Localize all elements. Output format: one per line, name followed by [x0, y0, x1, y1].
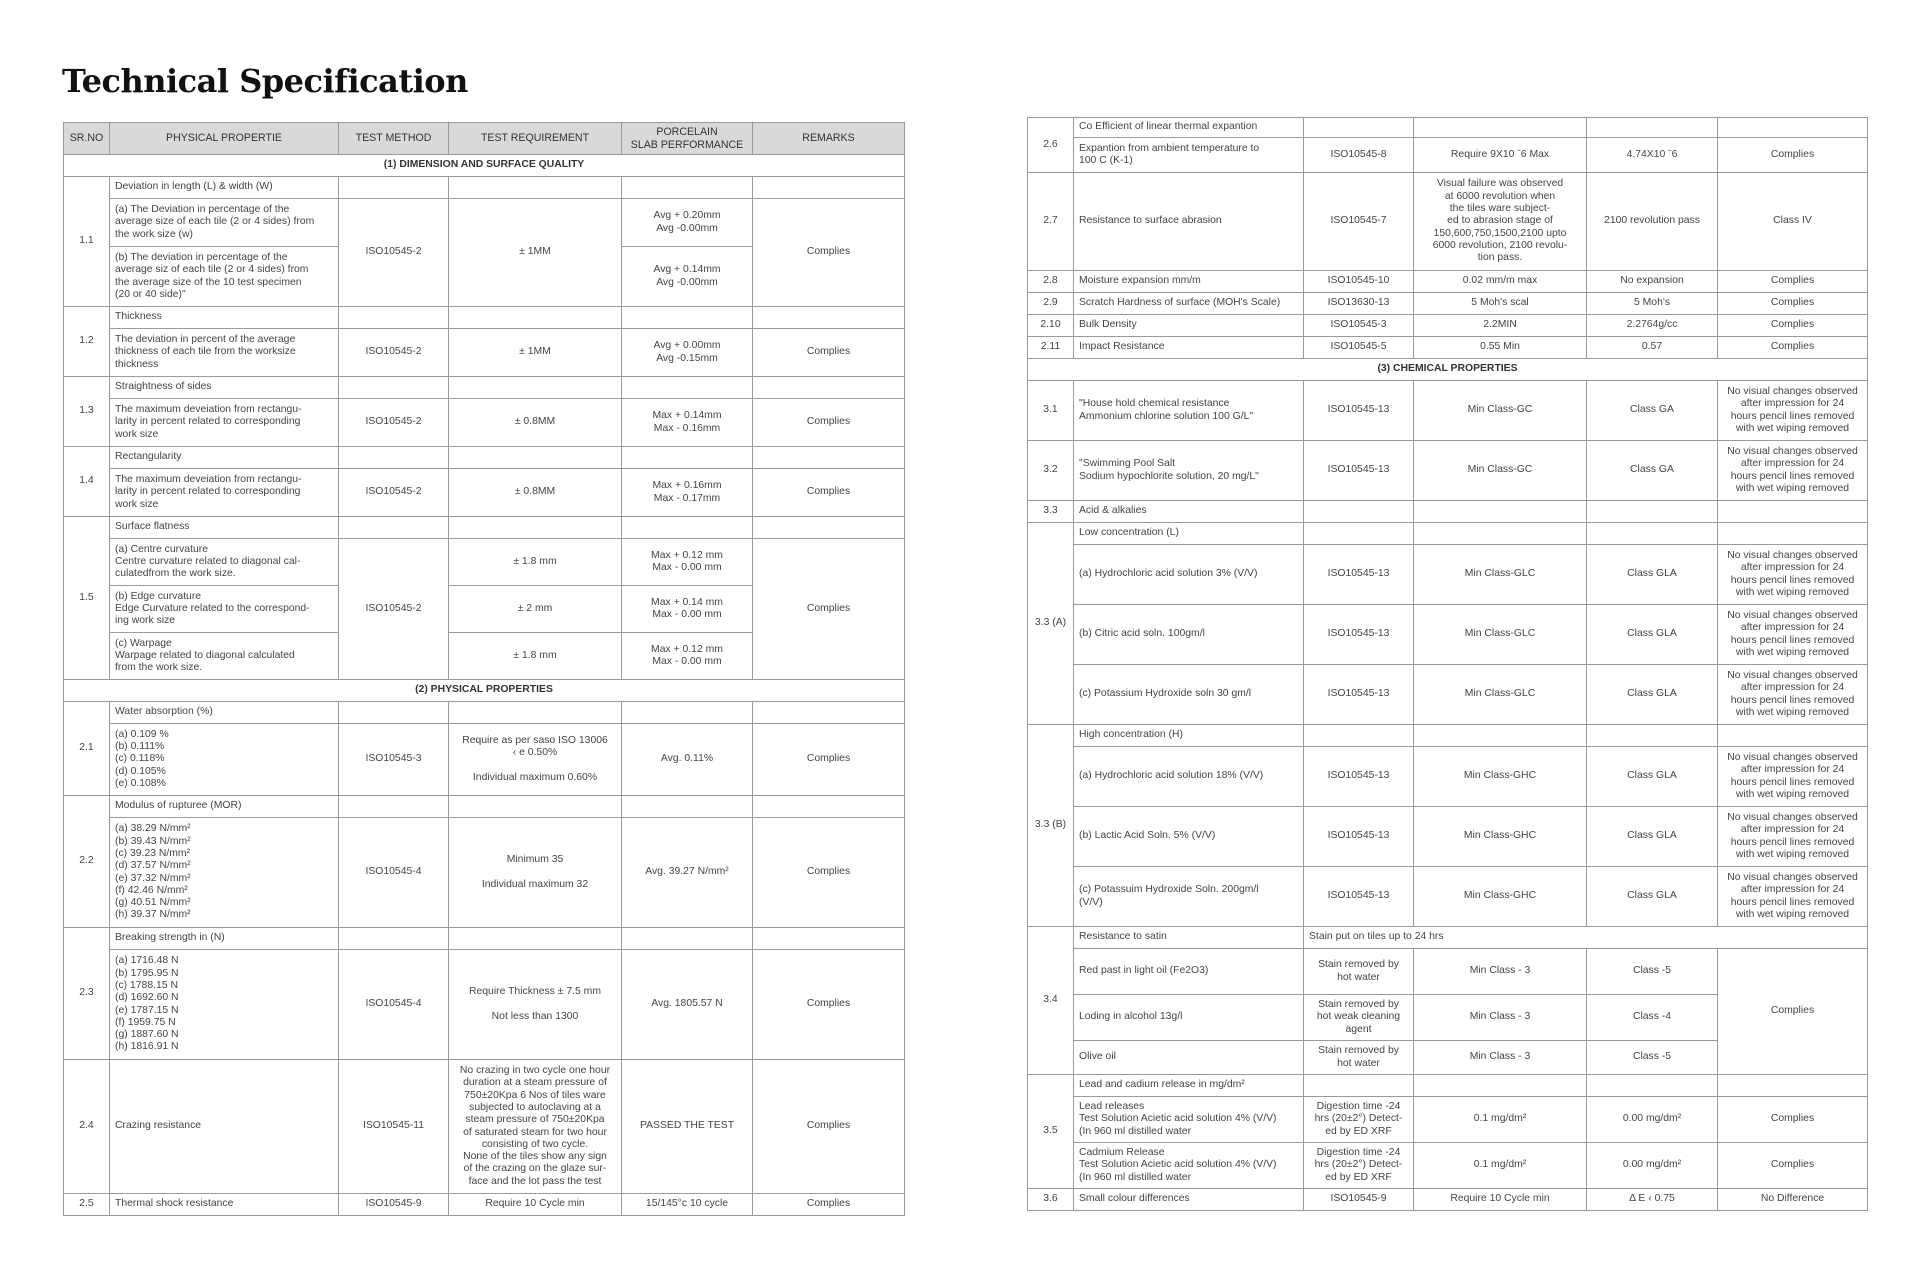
property-note: Stain put on tiles up to 24 hrs	[1304, 927, 1868, 949]
performance-value: Δ E ‹ 0.75	[1587, 1189, 1718, 1211]
header-srno: SR.NO	[64, 123, 110, 155]
property-heading: Straightness of sides	[110, 377, 339, 399]
remarks-value: No visual changes observed after impression for 24 hours pencil lines removed with wet wiping removed	[1718, 605, 1868, 665]
table-row	[64, 307, 905, 329]
test-requirement: Require as per saso ISO 13006 ‹ e 0.50% Individual maximum 0.60%	[449, 724, 622, 796]
row-number: 2.6	[1028, 118, 1074, 173]
test-requirement: Require Thickness ± 7.5 mm Not less than 1300	[449, 950, 622, 1060]
performance-value: Class GA	[1587, 381, 1718, 441]
performance-value: 2.2764g/cc	[1587, 315, 1718, 337]
test-method: Digestion time -24 hrs (20±2°) Detect- ed by ED XRF	[1304, 1097, 1414, 1143]
performance-value: Avg. 39.27 N/mm²	[622, 818, 753, 928]
section-title: (1) DIMENSION AND SURFACE QUALITY	[64, 155, 905, 177]
remarks-value: No visual changes observed after impression for 24 hours pencil lines removed with wet wiping removed	[1718, 665, 1868, 725]
performance-value: 5 Moh's	[1587, 293, 1718, 315]
property-text: The deviation in percent of the average thickness of each tile from the worksize thickness	[110, 329, 339, 377]
test-method: ISO10545-2	[339, 199, 449, 307]
test-method: ISO10545-13	[1304, 441, 1414, 501]
remarks-value: Complies	[1718, 271, 1868, 293]
property-text: (c) Potassuim Hydroxide Soln. 200gm/l (V/V)	[1074, 867, 1304, 927]
test-requirement: Min Class-GC	[1414, 381, 1587, 441]
row-number: 3.3	[1028, 501, 1074, 523]
property-text: Red past in light oil (Fe2O3)	[1074, 949, 1304, 995]
table-row	[64, 517, 905, 539]
remarks-value: No visual changes observed after impression for 24 hours pencil lines removed with wet wiping removed	[1718, 747, 1868, 807]
test-requirement: 0.1 mg/dm²	[1414, 1097, 1587, 1143]
test-requirement: Require 10 Cycle min	[449, 1194, 622, 1216]
test-method: Stain removed by hot water	[1304, 949, 1414, 995]
remarks-value: No Difference	[1718, 1189, 1868, 1211]
table-row	[1028, 1189, 1868, 1211]
test-method: ISO10545-8	[1304, 138, 1414, 173]
performance-value: PASSED THE TEST	[622, 1060, 753, 1194]
performance-value: Class GLA	[1587, 747, 1718, 807]
table-header-row	[64, 123, 905, 155]
test-requirement: ± 1.8 mm	[449, 633, 622, 680]
performance-value: Max + 0.12 mm Max - 0.00 mm	[622, 539, 753, 586]
remarks-value: Complies	[753, 724, 905, 796]
property-text: "Swimming Pool Salt Sodium hypochlorite solution, 20 mg/L"	[1074, 441, 1304, 501]
test-method: ISO10545-13	[1304, 545, 1414, 605]
property-text: Moisture expansion mm/m	[1074, 271, 1304, 293]
table-row	[1028, 501, 1868, 523]
property-text: (a) Hydrochloric acid solution 18% (V/V)	[1074, 747, 1304, 807]
test-requirement: ± 2 mm	[449, 586, 622, 633]
test-method: ISO10545-7	[1304, 173, 1414, 271]
table-row	[1028, 725, 1868, 747]
performance-value: 0.57	[1587, 337, 1718, 359]
test-method: ISO10545-4	[339, 950, 449, 1060]
test-method: ISO10545-3	[339, 724, 449, 796]
property-heading: Lead and cadium release in mg/dm²	[1074, 1075, 1304, 1097]
table-row	[1028, 315, 1868, 337]
row-number: 3.3 (B)	[1028, 725, 1074, 927]
property-text: Cadmium Release Test Solution Acietic acid solution 4% (V/V) (In 960 ml distilled water	[1074, 1143, 1304, 1189]
test-method: Stain removed by hot weak cleaning agent	[1304, 995, 1414, 1041]
property-text: (b) Citric acid soln. 100gm/l	[1074, 605, 1304, 665]
property-text: Expantion from ambient temperature to 100 C (K-1)	[1074, 138, 1304, 173]
property-text: (b) The deviation in percentage of the average siz of each tile (2 or 4 sides) from the average size of the 10 test specimen (20 or 40 side)"	[110, 247, 339, 307]
table-row	[64, 796, 905, 818]
test-requirement: Require 9X10 ˉ6 Max	[1414, 138, 1587, 173]
test-requirement: 0.55 Min	[1414, 337, 1587, 359]
header-performance: PORCELAIN SLAB PERFORMANCE	[622, 123, 753, 155]
performance-value: 0.00 mg/dm²	[1587, 1143, 1718, 1189]
performance-value: Avg + 0.20mm Avg -0.00mm	[622, 199, 753, 247]
test-method: ISO10545-2	[339, 399, 449, 447]
performance-value: Avg + 0.00mm Avg -0.15mm	[622, 329, 753, 377]
property-text: "House hold chemical resistance Ammonium chlorine solution 100 G/L"	[1074, 381, 1304, 441]
remarks-value: No visual changes observed after impression for 24 hours pencil lines removed with wet wiping removed	[1718, 441, 1868, 501]
spec-table-right	[1027, 117, 1868, 1211]
table-row	[64, 1060, 905, 1194]
test-requirement: ± 1MM	[449, 199, 622, 307]
table-row	[1028, 293, 1868, 315]
row-number: 1.4	[64, 447, 110, 517]
table-row	[1028, 1075, 1868, 1097]
row-number: 3.6	[1028, 1189, 1074, 1211]
table-row	[1028, 1097, 1868, 1143]
section-title: (2) PHYSICAL PROPERTIES	[64, 680, 905, 702]
spec-table-left	[63, 122, 905, 1216]
table-row	[64, 702, 905, 724]
remarks-value: Complies	[753, 950, 905, 1060]
property-text: (a) The Deviation in percentage of the average size of each tile (2 or 4 sides) from the work size (w)	[110, 199, 339, 247]
table-row	[1028, 337, 1868, 359]
row-number: 3.1	[1028, 381, 1074, 441]
property-text: (a) 38.29 N/mm² (b) 39.43 N/mm² (c) 39.23 N/mm² (d) 37.57 N/mm² (e) 37.32 N/mm² (f) 42.46 N/mm² (g) 40.51 N/mm² (h) 39.37 N/mm²	[110, 818, 339, 928]
row-number: 3.5	[1028, 1075, 1074, 1189]
remarks-value: Complies	[753, 1060, 905, 1194]
row-number: 1.5	[64, 517, 110, 680]
property-heading: Low concentration (L)	[1074, 523, 1304, 545]
performance-value: Max + 0.16mm Max - 0.17mm	[622, 469, 753, 517]
test-requirement: Min Class-GC	[1414, 441, 1587, 501]
row-number: 3.2	[1028, 441, 1074, 501]
property-text: (a) Centre curvature Centre curvature related to diagonal cal- culatedfrom the work size.	[110, 539, 339, 586]
table-row	[64, 539, 905, 586]
table-row	[1028, 807, 1868, 867]
table-row	[1028, 927, 1868, 949]
row-number: 3.4	[1028, 927, 1074, 1075]
test-requirement: ± 0.8MM	[449, 399, 622, 447]
page-title: Technical Specification	[62, 62, 468, 100]
test-method: ISO10545-13	[1304, 747, 1414, 807]
table-row	[64, 447, 905, 469]
test-method: ISO10545-4	[339, 818, 449, 928]
section-title: (3) CHEMICAL PROPERTIES	[1028, 359, 1868, 381]
remarks-value: No visual changes observed after impression for 24 hours pencil lines removed with wet wiping removed	[1718, 545, 1868, 605]
remarks-value: Class IV	[1718, 173, 1868, 271]
test-method: ISO10545-13	[1304, 867, 1414, 927]
header-test-method: TEST METHOD	[339, 123, 449, 155]
header-test-requirement: TEST REQUIREMENT	[449, 123, 622, 155]
performance-value: Class -5	[1587, 1041, 1718, 1075]
property-text: Crazing resistance	[110, 1060, 339, 1194]
table-row	[64, 199, 905, 247]
table-row	[1028, 605, 1868, 665]
performance-value: Class GA	[1587, 441, 1718, 501]
performance-value: Class GLA	[1587, 807, 1718, 867]
property-text: Small colour differences	[1074, 1189, 1304, 1211]
table-row	[1028, 665, 1868, 725]
test-method: ISO10545-10	[1304, 271, 1414, 293]
test-method: ISO10545-13	[1304, 381, 1414, 441]
remarks-value: Complies	[1718, 337, 1868, 359]
remarks-value: Complies	[1718, 1097, 1868, 1143]
property-text: The maximum deveiation from rectangu- larity in percent related to corresponding work size	[110, 399, 339, 447]
test-requirement: ± 0.8MM	[449, 469, 622, 517]
remarks-value: No visual changes observed after impression for 24 hours pencil lines removed with wet wiping removed	[1718, 867, 1868, 927]
table-row	[1028, 1143, 1868, 1189]
remarks-value: Complies	[753, 1194, 905, 1216]
header-remarks: REMARKS	[753, 123, 905, 155]
section-row	[64, 680, 905, 702]
table-row	[1028, 867, 1868, 927]
test-method: ISO10545-5	[1304, 337, 1414, 359]
performance-value: Max + 0.14 mm Max - 0.00 mm	[622, 586, 753, 633]
test-requirement: Min Class - 3	[1414, 949, 1587, 995]
test-requirement: Min Class - 3	[1414, 995, 1587, 1041]
table-row	[64, 818, 905, 928]
test-method: ISO10545-3	[1304, 315, 1414, 337]
property-text: Impact Resistance	[1074, 337, 1304, 359]
property-heading: Modulus of ruptureе (MOR)	[110, 796, 339, 818]
table-row	[1028, 441, 1868, 501]
table-row	[64, 377, 905, 399]
remarks-value: Complies	[1718, 949, 1868, 1075]
table-row	[1028, 523, 1868, 545]
row-number: 1.3	[64, 377, 110, 447]
remarks-value: Complies	[753, 539, 905, 680]
remarks-value: Complies	[1718, 138, 1868, 173]
remarks-value: Complies	[1718, 293, 1868, 315]
table-row	[1028, 949, 1868, 995]
table-row	[64, 177, 905, 199]
row-number: 2.8	[1028, 271, 1074, 293]
header-property: PHYSICAL PROPERTIE	[110, 123, 339, 155]
property-text: (c) Warpage Warpage related to diagonal calculated from the work size.	[110, 633, 339, 680]
remarks-value: Complies	[1718, 315, 1868, 337]
test-requirement: Minimum 35 Individual maximum 32	[449, 818, 622, 928]
performance-value: Class -5	[1587, 949, 1718, 995]
property-text: Scratch Hardness of surface (MOH's Scale)	[1074, 293, 1304, 315]
property-text: (a) 1716.48 N (b) 1795.95 N (c) 1788.15 N (d) 1692.60 N (e) 1787.15 N (f) 1959.75 N (g) 1887.60 N (h) 1816.91 N	[110, 950, 339, 1060]
remarks-value: Complies	[1718, 1143, 1868, 1189]
property-text: (a) Hydrochloric acid solution 3% (V/V)	[1074, 545, 1304, 605]
property-heading: Breaking strength in (N)	[110, 928, 339, 950]
remarks-value: Complies	[753, 469, 905, 517]
test-requirement: Min Class-GLC	[1414, 605, 1587, 665]
remarks-value: Complies	[753, 399, 905, 447]
section-row	[1028, 359, 1868, 381]
test-method: ISO10545-13	[1304, 605, 1414, 665]
row-number: 1.1	[64, 177, 110, 307]
remarks-value: Complies	[753, 818, 905, 928]
property-text: (b) Edge curvature Edge Curvature related to the correspond- ing work size	[110, 586, 339, 633]
test-method: ISO10545-13	[1304, 807, 1414, 867]
property-text: The maximum deveiation from rectangu- larity in percent related to corresponding work size	[110, 469, 339, 517]
performance-value: Class -4	[1587, 995, 1718, 1041]
test-method: Digestion time -24 hrs (20±2°) Detect- ed by ED XRF	[1304, 1143, 1414, 1189]
performance-value: Avg. 0.11%	[622, 724, 753, 796]
test-requirement: ± 1.8 mm	[449, 539, 622, 586]
row-number: 2.4	[64, 1060, 110, 1194]
row-number: 2.5	[64, 1194, 110, 1216]
test-requirement: 2.2MIN	[1414, 315, 1587, 337]
property-text: Loding in alcohol 13g/l	[1074, 995, 1304, 1041]
performance-value: 0.00 mg/dm²	[1587, 1097, 1718, 1143]
test-requirement: Min Class-GLC	[1414, 665, 1587, 725]
test-requirement: Min Class-GHC	[1414, 747, 1587, 807]
performance-value: Avg. 1805.57 N	[622, 950, 753, 1060]
row-number: 3.3 (A)	[1028, 523, 1074, 725]
table-row	[64, 469, 905, 517]
property-text: Bulk Density	[1074, 315, 1304, 337]
test-requirement: Min Class-GHC	[1414, 807, 1587, 867]
table-row	[64, 928, 905, 950]
table-row	[64, 724, 905, 796]
performance-value: Class GLA	[1587, 867, 1718, 927]
row-number: 2.11	[1028, 337, 1074, 359]
property-heading: Deviation in length (L) & width (W)	[110, 177, 339, 199]
test-requirement: Min Class-GLC	[1414, 545, 1587, 605]
test-method: Stain removed by hot water	[1304, 1041, 1414, 1075]
row-number: 2.3	[64, 928, 110, 1060]
performance-value: No expansion	[1587, 271, 1718, 293]
property-text: (a) 0.109 % (b) 0.111% (c) 0.118% (d) 0.105% (e) 0.108%	[110, 724, 339, 796]
test-method: ISO10545-2	[339, 539, 449, 680]
test-method: ISO10545-2	[339, 469, 449, 517]
property-text: Olive oil	[1074, 1041, 1304, 1075]
property-text: (b) Lactic Acid Soln. 5% (V/V)	[1074, 807, 1304, 867]
performance-value: Class GLA	[1587, 665, 1718, 725]
section-row	[64, 155, 905, 177]
row-number: 2.2	[64, 796, 110, 928]
row-number: 2.9	[1028, 293, 1074, 315]
table-row	[1028, 138, 1868, 173]
performance-value: 2100 revolution pass	[1587, 173, 1718, 271]
test-method: ISO10545-11	[339, 1060, 449, 1194]
performance-value: Class GLA	[1587, 605, 1718, 665]
property-text: Resistance to surface abrasion	[1074, 173, 1304, 271]
property-text: Thermal shock resistance	[110, 1194, 339, 1216]
property-heading: Thickness	[110, 307, 339, 329]
test-method: ISO10545-2	[339, 329, 449, 377]
test-requirement: 5 Moh's scal	[1414, 293, 1587, 315]
row-number: 2.1	[64, 702, 110, 796]
property-heading: Rectangularity	[110, 447, 339, 469]
performance-value: Class GLA	[1587, 545, 1718, 605]
test-requirement: Require 10 Cycle min	[1414, 1189, 1587, 1211]
table-row	[64, 329, 905, 377]
property-heading: High concentration (H)	[1074, 725, 1304, 747]
table-row	[1028, 173, 1868, 271]
table-row	[64, 950, 905, 1060]
property-heading: Water absorption (%)	[110, 702, 339, 724]
test-requirement: ± 1MM	[449, 329, 622, 377]
performance-value: Avg + 0.14mm Avg -0.00mm	[622, 247, 753, 307]
test-requirement: No crazing in two cycle one hour duration at a steam pressure of 750±20Kpa 6 Nos of tiles ware subjected to autoclaving at a steam pressure of 750±20Kpa of saturated steam for two hour consisting of two cycle. None of the tiles show any sign of the crazing on the glaze sur- face and the lot pass the test	[449, 1060, 622, 1194]
table-row	[64, 1194, 905, 1216]
remarks-value: Complies	[753, 199, 905, 307]
property-heading: Acid & alkalies	[1074, 501, 1304, 523]
row-number: 2.10	[1028, 315, 1074, 337]
row-number: 2.7	[1028, 173, 1074, 271]
remarks-value: No visual changes observed after impression for 24 hours pencil lines removed with wet wiping removed	[1718, 807, 1868, 867]
test-requirement: 0.1 mg/dm²	[1414, 1143, 1587, 1189]
remarks-value: No visual changes observed after impression for 24 hours pencil lines removed with wet wiping removed	[1718, 381, 1868, 441]
test-method: ISO10545-9	[339, 1194, 449, 1216]
table-row	[1028, 545, 1868, 605]
test-method: ISO13630-13	[1304, 293, 1414, 315]
property-text: Lead releases Test Solution Acietic acid solution 4% (V/V) (In 960 ml distilled water	[1074, 1097, 1304, 1143]
test-requirement: Min Class-GHC	[1414, 867, 1587, 927]
test-method: ISO10545-13	[1304, 665, 1414, 725]
performance-value: 4.74X10 ˉ6	[1587, 138, 1718, 173]
row-number: 1.2	[64, 307, 110, 377]
table-row	[1028, 271, 1868, 293]
performance-value: Max + 0.14mm Max - 0.16mm	[622, 399, 753, 447]
test-requirement: Min Class - 3	[1414, 1041, 1587, 1075]
table-row	[64, 399, 905, 447]
property-heading: Co Efficient of linear thermal expantion	[1074, 118, 1304, 138]
property-heading: Surface flatness	[110, 517, 339, 539]
table-row	[1028, 381, 1868, 441]
property-text: (c) Potassium Hydroxide soln 30 gm/l	[1074, 665, 1304, 725]
test-method: ISO10545-9	[1304, 1189, 1414, 1211]
table-row	[1028, 118, 1868, 138]
remarks-value: Complies	[753, 329, 905, 377]
property-heading: Resistance to satin	[1074, 927, 1304, 949]
test-requirement: Visual failure was observed at 6000 revolution when the tiles ware subject- ed to abrasion stage of 150,600,750,1500,2100 upto 6000 revolution, 2100 revolu- tion pass.	[1414, 173, 1587, 271]
test-requirement: 0.02 mm/m max	[1414, 271, 1587, 293]
table-row	[1028, 747, 1868, 807]
performance-value: 15/145°c 10 cycle	[622, 1194, 753, 1216]
performance-value: Max + 0.12 mm Max - 0.00 mm	[622, 633, 753, 680]
